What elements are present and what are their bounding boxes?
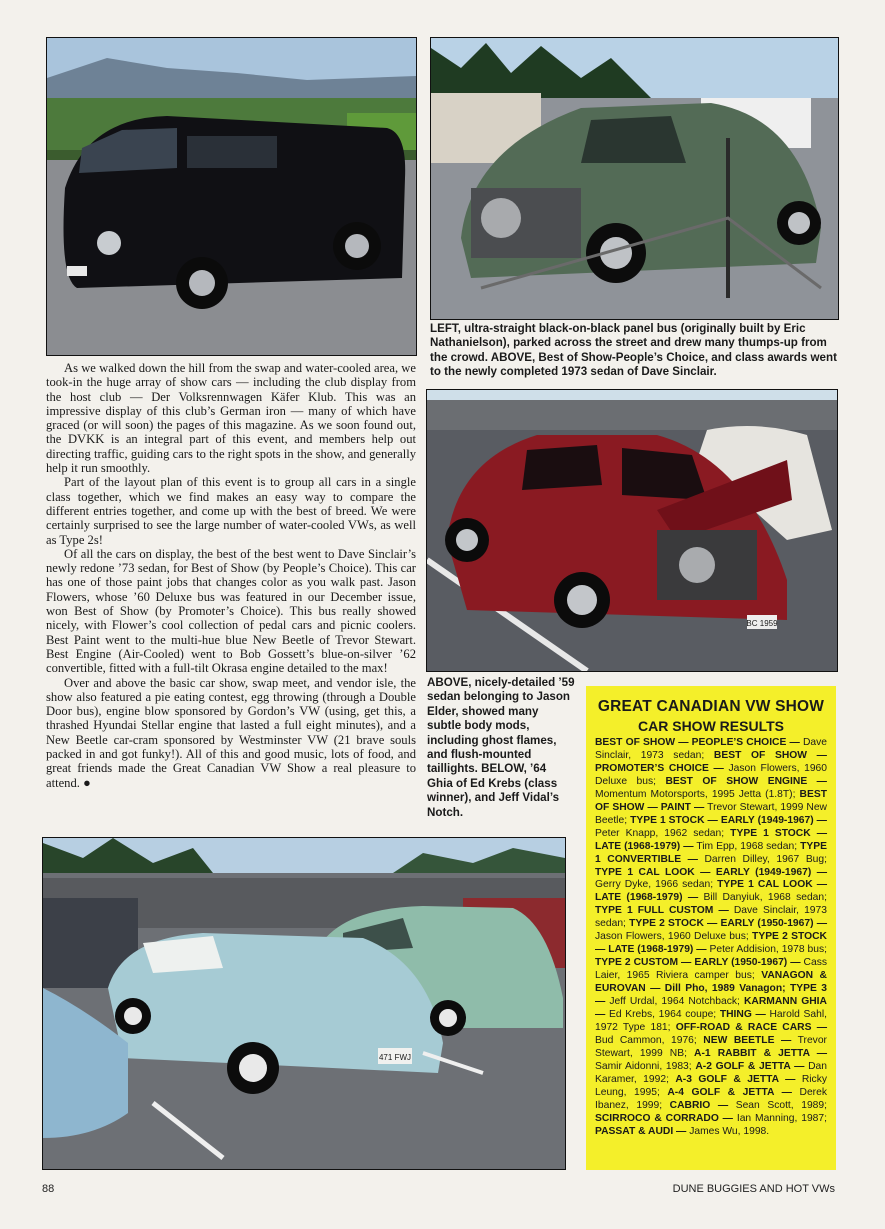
- results-award: TYPE 1 CAL LOOK — EARLY (1949-1967) —: [595, 866, 827, 878]
- results-winner: Sean Scott, 1989;: [728, 1099, 827, 1111]
- results-winner: Gerry Dyke, 1966 sedan;: [595, 879, 714, 891]
- results-award: TYPE 1 FULL CUSTOM —: [595, 905, 729, 917]
- results-award: A-3 GOLF & JETTA —: [675, 1073, 796, 1085]
- article-paragraph: As we walked down the hill from the swap and water-cooled area, we took-in the huge array of show cars — including the club display from the host club — Der Volksrennwagen Käfer Klub. This was an impressive display of this club’s German iron — many of which have graced (or will soon) the pages of this magazine. As we soon found out, the DVKK is an integral part of this event, and members help out directing traffic, guiding cars to the right spots in the show, and generally help it run smoothly.: [46, 361, 416, 476]
- photo-red-sedan: [426, 389, 838, 672]
- results-award: A-2 GOLF & JETTA —: [695, 1060, 805, 1072]
- results-winner: Trevor Stewart, 1999 NB;: [595, 1034, 827, 1059]
- results-subtitle: CAR SHOW RESULTS: [638, 718, 784, 734]
- results-winner: Dan Karamer, 1992;: [595, 1060, 827, 1085]
- results-award: A-4 GOLF & JETTA —: [667, 1086, 792, 1098]
- results-award: BEST OF SHOW — PROMOTER’S CHOICE —: [595, 749, 827, 774]
- magazine-title: DUNE BUGGIES AND HOT VWs: [672, 1183, 835, 1195]
- results-award: TYPE 1 CAL LOOK — LATE (1968-1979) —: [595, 879, 827, 904]
- results-award: TYPE 2 STOCK — EARLY (1950-1967) —: [629, 918, 827, 930]
- results-award: TYPE 1 STOCK — EARLY (1949-1967) —: [630, 814, 827, 826]
- results-winner: Peter Knapp, 1962 sedan;: [595, 827, 725, 839]
- results-award: VANAGON & EUROVAN — Dill Pho, 1989 Vanagon;: [595, 970, 827, 995]
- results-winner: Momentum Motorsports, 1995 Jetta (1.8T);: [595, 788, 796, 800]
- results-winner: Dave Sinclair, 1973 sedan;: [595, 737, 827, 761]
- results-award: TYPE 2 STOCK — LATE (1968-1979) —: [595, 931, 827, 956]
- results-winner: Ian Manning, 1987;: [732, 1112, 827, 1124]
- results-winner: Jason Flowers, 1960 Deluxe bus;: [595, 931, 749, 943]
- results-award: TYPE 3 —: [595, 983, 827, 1008]
- plate-ghia: 471 FWJ: [378, 1053, 412, 1062]
- page-number: 88: [42, 1183, 55, 1195]
- results-winner: Derek Ibanez, 1999;: [595, 1086, 827, 1111]
- results-award: BEST OF SHOW ENGINE —: [665, 775, 827, 787]
- results-winner: Jeff Urdal, 1964 Notchback;: [605, 996, 740, 1008]
- results-winner: Dave Sinclair, 1973 sedan;: [595, 905, 827, 930]
- results-winner: Ed Krebs, 1964 coupe;: [605, 1009, 717, 1021]
- results-winner: James Wu, 1998.: [686, 1125, 770, 1137]
- results-award: BEST OF SHOW — PAINT —: [595, 788, 827, 813]
- results-award: KARMANN GHIA —: [595, 996, 827, 1021]
- results-winner: Harold Sahl, 1972 Type 181;: [595, 1009, 827, 1033]
- results-award: THING —: [719, 1009, 766, 1021]
- caption-top: LEFT, ultra-straight black-on-black panel bus (originally built by Eric Nathanielson), parked across the street and drew many thumps-up from the crowd. ABOVE, Best of Show-People’s Choice, and class awards went to the newly completed 1973 sedan of Dave Sinclair.: [430, 322, 837, 379]
- article-body: [46, 361, 416, 790]
- photo-green-sedan: [430, 37, 839, 320]
- results-winner: Trevor Stewart, 1999 New Beetle;: [595, 801, 827, 826]
- results-award: PASSAT & AUDI —: [595, 1125, 687, 1137]
- results-winner: Ricky Leung, 1995;: [595, 1073, 827, 1098]
- results-award: TYPE 2 CUSTOM — EARLY (1950-1967) —: [595, 957, 801, 969]
- results-winner: Bill Danyiuk, 1968 sedan;: [698, 892, 827, 904]
- article-paragraph: Over and above the basic car show, swap meet, and vendor isle, the show also featured a pie eating contest, egg throwing (through a Double Door bus), engine blow sponsored by Gordon’s VW (using, get this, a thrashed Hyundai Stellar engine that lasted a full eight minutes), and a New Beetle car-cram sponsored by Westminster VW (21 brave souls packed in and got funky!). All of this and good music, lots of food, and great friends made the Great Canadian VW Show a real pleasure to attend. ●: [46, 675, 416, 790]
- results-award: OFF-ROAD & RACE CARS —: [675, 1021, 827, 1033]
- results-winner: Darren Dilley, 1967 Bug;: [697, 853, 827, 865]
- results-award: NEW BEETLE —: [703, 1034, 792, 1046]
- results-award: TYPE 1 CONVERTIBLE —: [595, 840, 827, 865]
- results-winner: Tim Epp, 1968 sedan;: [693, 840, 798, 852]
- caption-middle: ABOVE, nicely-detailed ’59 sedan belonging to Jason Elder, showed many subtle body mods, including ghost flames, and flush-mounted taillights. BELOW, ’64 Ghia of Ed Krebs (class winner), and Jeff Vidal’s Notch.: [427, 676, 575, 819]
- photo-black-panel-bus: [46, 37, 417, 356]
- car-show-results-box: [586, 686, 836, 1170]
- results-award: CABRIO —: [669, 1099, 729, 1111]
- results-winner: Peter Addision, 1978 bus;: [706, 944, 827, 956]
- results-award: A-1 RABBIT & JETTA —: [694, 1047, 827, 1059]
- results-winner: Samir Aidonni, 1983;: [595, 1060, 692, 1072]
- results-title: GREAT CANADIAN VW SHOW: [597, 698, 825, 715]
- results-list: [595, 737, 827, 1139]
- results-winner: Cass Laier, 1965 Riviera camper bus;: [595, 957, 827, 982]
- results-award: BEST OF SHOW — PEOPLE’S CHOICE —: [595, 737, 800, 748]
- results-award: SCIRROCO & CORRADO —: [595, 1112, 733, 1124]
- article-paragraph: Part of the layout plan of this event is to group all cars in a single class together, which we find makes an easy way to compare the different entries together, and come up with the best of breed. We were certainly surprised to see the large number of water-cooled VWs, as well as Type 2s!: [46, 475, 416, 547]
- plate-red-sedan: BC 1959: [746, 619, 778, 628]
- results-winner: Bud Cammon, 1976;: [595, 1034, 697, 1046]
- article-paragraph: Of all the cars on display, the best of the best went to Dave Sinclair’s newly redone ’73 sedan, for Best of Show (by People’s Choice). This car has one of those paint jobs that changes color as you walk past. Jason Flowers, whose ’60 Deluxe bus was featured in our December issue, won Best of Show (by Promoter’s Choice). This bus really showed nicely, with Flower’s cool collection of pedal cars and picnic coolers. Best Paint went to the multi-hue blue New Beetle of Trevor Stewart. Best Engine (Air-Cooled) went to Bob Gossett’s blue-on-silver ’62 convertible, fitted with a full-tilt Okrasa engine detailed to the max!: [46, 546, 416, 676]
- photo-ghia-and-notch: [42, 837, 566, 1170]
- results-award: TYPE 1 STOCK — LATE (1968-1979) —: [595, 827, 827, 852]
- results-winner: Jason Flowers, 1960 Deluxe bus;: [595, 762, 827, 787]
